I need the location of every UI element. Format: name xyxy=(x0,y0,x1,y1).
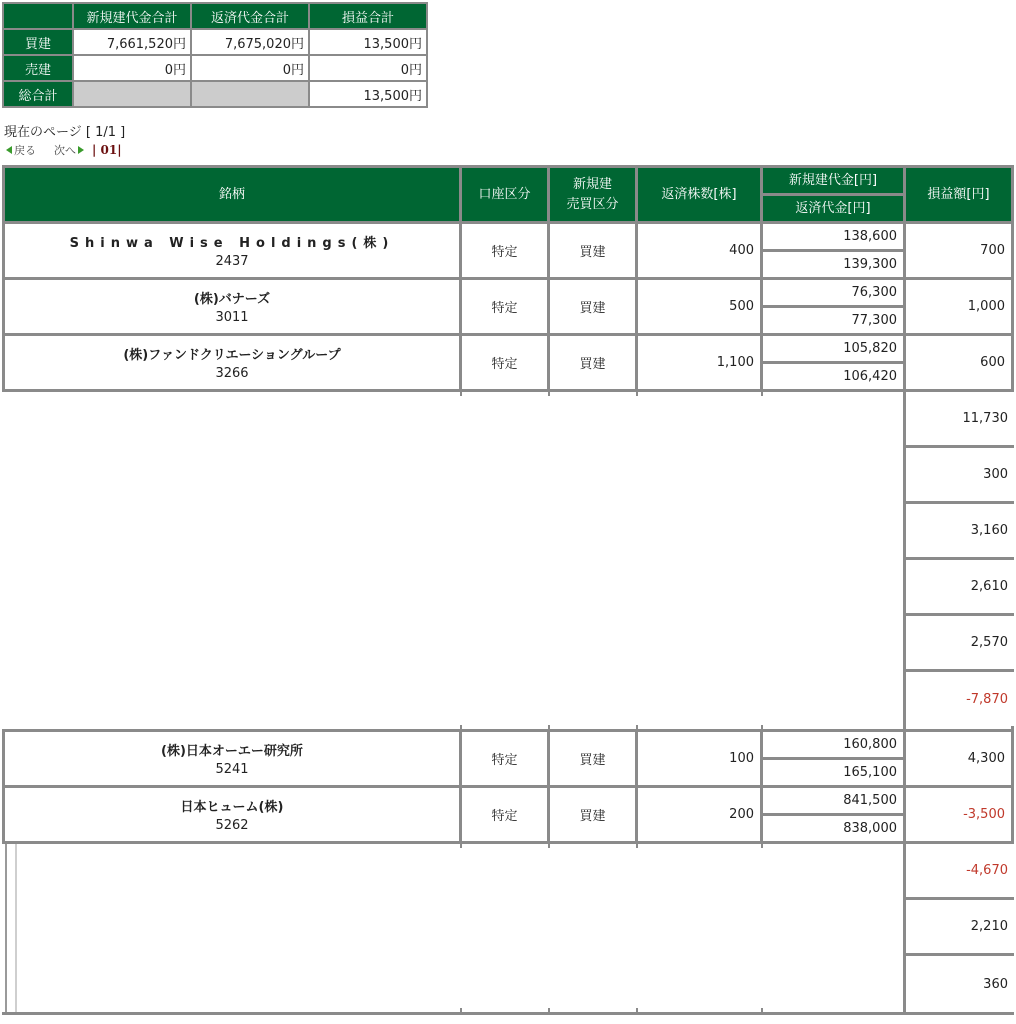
divider xyxy=(761,392,763,396)
prev-label: 戻る xyxy=(14,144,36,157)
repay-shares: 100 xyxy=(638,732,760,785)
summary-buy-repay-total: 7,675,020円 xyxy=(192,30,308,54)
header-repay-amount: 返済代金[円] xyxy=(763,196,903,221)
prev-arrow-icon xyxy=(6,146,12,154)
divider xyxy=(2,1012,1014,1015)
profit-loss: 300 xyxy=(906,448,1014,501)
trade-type: 買建 xyxy=(550,280,635,333)
redacted-block xyxy=(2,841,1014,1015)
header-trade-line1: 新規建 xyxy=(572,176,612,192)
summary-row-label: 売建 xyxy=(4,56,72,80)
stock-code: 2437 xyxy=(215,254,249,269)
pager xyxy=(6,142,122,158)
account-type: 特定 xyxy=(462,788,547,841)
divider xyxy=(2,389,1014,392)
divider xyxy=(460,392,462,396)
profit-loss: 2,210 xyxy=(906,900,1014,953)
trade-type: 買建 xyxy=(550,336,635,389)
repay-amount: 106,420 xyxy=(763,364,903,389)
summary-sell-pl-total: 0円 xyxy=(310,56,426,80)
new-amount: 138,600 xyxy=(763,224,903,249)
header-account: 口座区分 xyxy=(462,168,547,221)
profit-loss: 600 xyxy=(906,336,1011,389)
profit-loss: 4,300 xyxy=(906,732,1011,785)
summary-grand-repay-total xyxy=(192,82,308,106)
table-row xyxy=(2,277,1014,333)
page-info: 現在のページ [ 1/1 ] xyxy=(4,125,126,140)
divider xyxy=(548,1008,550,1012)
divider xyxy=(2,841,1014,844)
divider xyxy=(548,392,550,396)
summary-buy-pl-total: 13,500円 xyxy=(310,30,426,54)
redacted-block xyxy=(2,389,1014,729)
repay-shares: 1,100 xyxy=(638,336,760,389)
divider xyxy=(761,1008,763,1012)
table-row xyxy=(2,729,1014,785)
repay-amount: 77,300 xyxy=(763,308,903,333)
summary-header-pl-total: 損益合計 xyxy=(310,4,426,28)
next-label: 次へ xyxy=(54,144,76,157)
stock-name[interactable]: Shinwa Wise Holdings(株) xyxy=(69,236,395,251)
summary-sell-repay-total: 0円 xyxy=(192,56,308,80)
new-amount: 105,820 xyxy=(763,336,903,361)
trade-type: 買建 xyxy=(550,224,635,277)
next-arrow-icon xyxy=(78,146,84,154)
profit-loss: 11,730 xyxy=(906,392,1014,445)
profit-loss: 3,160 xyxy=(906,504,1014,557)
table-header xyxy=(2,165,1014,223)
prev-link[interactable] xyxy=(6,142,36,158)
stock-code: 3266 xyxy=(215,366,249,381)
new-amount: 76,300 xyxy=(763,280,903,305)
stock-cell xyxy=(5,788,459,841)
header-name: 銘柄 xyxy=(5,168,459,221)
stock-name[interactable]: (株)日本オーエー研究所 xyxy=(161,744,303,759)
summary-header-new-total: 新規建代金合計 xyxy=(74,4,190,28)
summary-table xyxy=(2,2,428,108)
stock-name[interactable]: 日本ヒューム(株) xyxy=(180,800,284,815)
page-number-link[interactable]: | 01| xyxy=(92,143,122,157)
summary-buy-new-total: 7,661,520円 xyxy=(74,30,190,54)
trade-type: 買建 xyxy=(550,788,635,841)
account-type: 特定 xyxy=(462,336,547,389)
summary-header-repay-total: 返済代金合計 xyxy=(192,4,308,28)
table-row xyxy=(2,333,1014,389)
divider xyxy=(548,844,550,848)
divider xyxy=(636,844,638,848)
profit-loss: 700 xyxy=(906,224,1011,277)
divider xyxy=(636,392,638,396)
header-shares: 返済株数[株] xyxy=(638,168,760,221)
divider xyxy=(5,844,7,1012)
new-amount: 160,800 xyxy=(763,732,903,757)
repay-amount: 838,000 xyxy=(763,816,903,841)
profit-loss: 2,610 xyxy=(906,560,1014,613)
stock-name[interactable]: (株)ファンドクリエーショングループ xyxy=(123,348,341,363)
summary-grand-new-total xyxy=(74,82,190,106)
header-trade-line2: 売買区分 xyxy=(566,196,619,212)
profit-loss: -3,500 xyxy=(906,788,1011,841)
repay-amount: 165,100 xyxy=(763,760,903,785)
header-new-amount: 新規建代金[円] xyxy=(763,168,903,193)
summary-sell-new-total: 0円 xyxy=(74,56,190,80)
account-type: 特定 xyxy=(462,224,547,277)
stock-code: 5262 xyxy=(215,818,249,833)
stock-cell xyxy=(5,280,459,333)
stock-code: 5241 xyxy=(215,762,249,777)
profit-loss: 2,570 xyxy=(906,616,1014,669)
summary-grand-pl-total: 13,500円 xyxy=(310,82,426,106)
table-row xyxy=(2,785,1014,841)
divider xyxy=(460,844,462,848)
divider xyxy=(636,1008,638,1012)
stock-name[interactable]: (株)バナーズ xyxy=(193,292,271,307)
trade-type: 買建 xyxy=(550,732,635,785)
profit-loss: -4,670 xyxy=(906,844,1014,897)
header-trade-type xyxy=(550,168,635,221)
repay-shares: 500 xyxy=(638,280,760,333)
account-type: 特定 xyxy=(462,280,547,333)
summary-header-blank xyxy=(4,4,72,28)
stock-cell xyxy=(5,224,459,277)
divider xyxy=(761,844,763,848)
profit-loss: -7,870 xyxy=(906,672,1014,726)
stock-cell xyxy=(5,732,459,785)
table-row xyxy=(2,221,1014,277)
repay-shares: 200 xyxy=(638,788,760,841)
account-type: 特定 xyxy=(462,732,547,785)
new-amount: 841,500 xyxy=(763,788,903,813)
divider xyxy=(460,1008,462,1012)
profit-loss: 1,000 xyxy=(906,280,1011,333)
profit-loss: 360 xyxy=(906,956,1014,1012)
stock-cell xyxy=(5,336,459,389)
header-pl: 損益額[円] xyxy=(906,168,1011,221)
repay-amount: 139,300 xyxy=(763,252,903,277)
next-link[interactable] xyxy=(54,142,84,158)
divider xyxy=(15,844,17,1012)
summary-row-label: 総合計 xyxy=(4,82,72,106)
stock-code: 3011 xyxy=(215,310,249,325)
repay-shares: 400 xyxy=(638,224,760,277)
summary-row-label: 買建 xyxy=(4,30,72,54)
